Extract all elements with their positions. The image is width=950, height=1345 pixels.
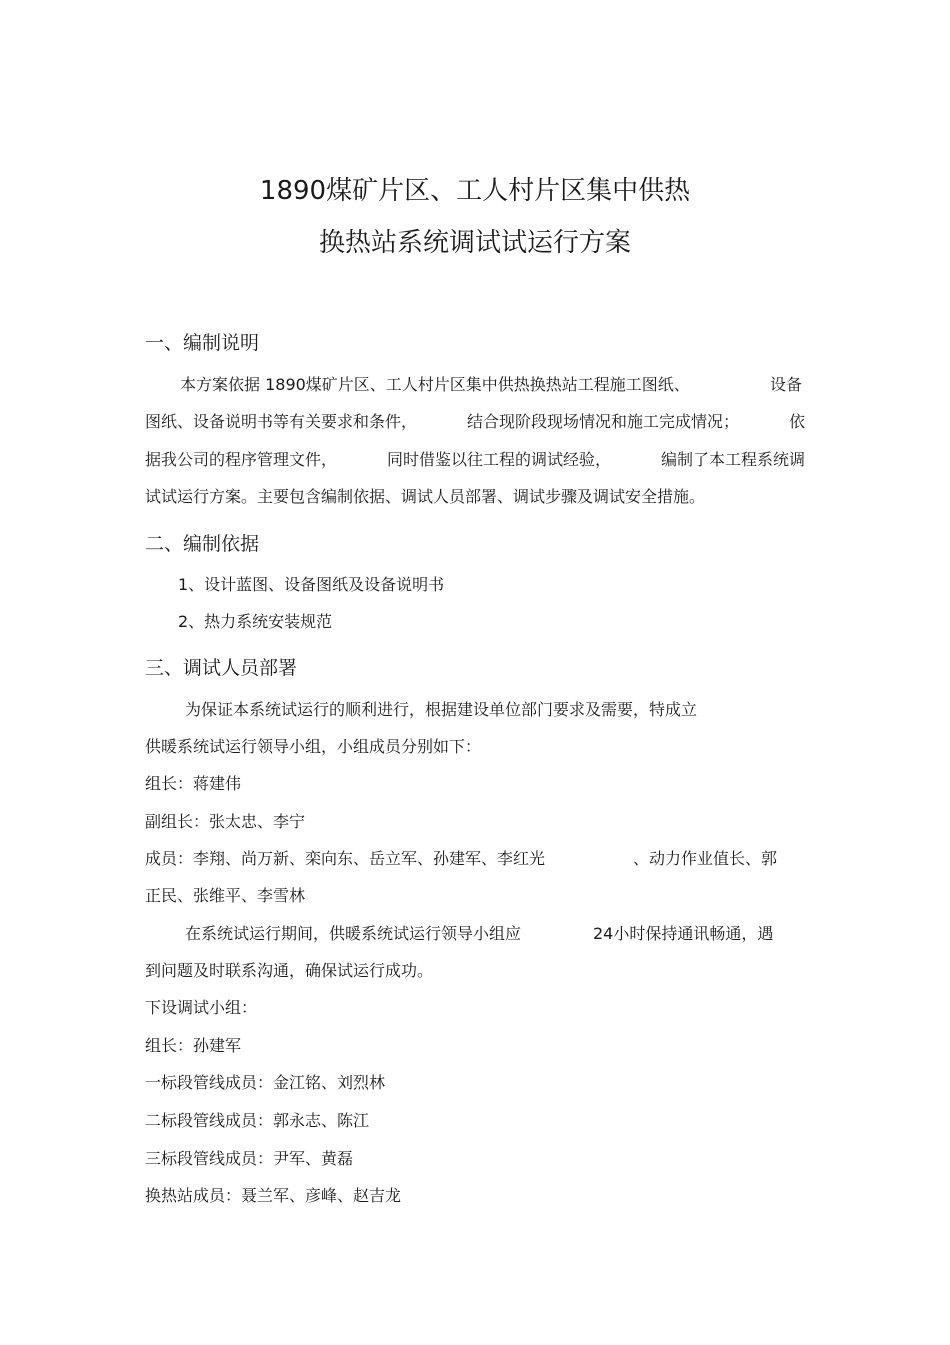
paragraph-1-line-3a: 据我公司的程序管理文件， (145, 450, 338, 469)
members-line-1b: 、动力作业值长、郭 (633, 849, 778, 868)
paragraph-1-line-1a: 本方案依据 1890煤矿片区、工人村片区集中供热换热站工程施工图纸、 (180, 375, 690, 394)
section-3-intro-line-1: 为保证本系统试运行的顺利进行，根据建设单位部门要求及需要，特成立 (185, 700, 698, 719)
paragraph-1-line-3b: 同时借鉴以往工程的调试经验， (386, 450, 611, 469)
basis-item-2: 2、热力系统安装规范 (178, 612, 333, 631)
paragraph-1-line-2c: 依 (788, 412, 805, 431)
paragraph-1-line-2b: 结合现阶段现场情况和施工完成情况； (466, 412, 739, 431)
sub-leader-line: 组长：孙建军 (145, 1036, 242, 1055)
document-title-line-1: 1890煤矿片区、工人村片区集中供热 (259, 176, 691, 206)
segment-3-line: 三标段管线成员：尹军、黄磊 (145, 1149, 354, 1168)
period-line-1a: 在系统试运行期间，供暖系统试运行领导小组应 (185, 924, 522, 943)
vice-leader-line: 副组长：张太忠、李宁 (145, 812, 306, 831)
period-line-1b: 24小时保持通讯畅通，遇 (593, 924, 774, 943)
paragraph-1-line-3 (145, 449, 805, 471)
paragraph-1-line-2a: 图纸、设备说明书等有关要求和条件， (145, 412, 418, 431)
section-1-heading: 一、编制说明 (145, 332, 260, 354)
document-title-line-2: 换热站系统调试试运行方案 (318, 228, 631, 258)
members-line-2: 正民、张维平、李雪林 (145, 886, 306, 905)
period-line-2: 到问题及时联系沟通，确保试运行成功。 (145, 961, 434, 980)
members-line-1a: 成员：李翔、尚万新、栾向东、岳立军、孙建军、李红光 (145, 849, 546, 868)
segment-1-line: 一标段管线成员：金江铭、刘烈林 (145, 1073, 386, 1092)
leader-line: 组长：蒋建伟 (145, 774, 242, 793)
sub-group-line: 下设调试小组： (145, 998, 258, 1017)
basis-item-1: 1、设计蓝图、设备图纸及设备说明书 (178, 575, 445, 594)
segment-2-line: 二标段管线成员：郭永志、陈江 (145, 1111, 370, 1130)
station-line: 换热站成员：聂兰军、彦峰、赵吉龙 (145, 1186, 402, 1205)
section-2-heading: 二、编制依据 (145, 533, 260, 555)
paragraph-1-line-1b: 设备 (770, 375, 803, 394)
paragraph-1-line-4: 试试运行方案。主要包含编制依据、调试人员部署、调试步骤及调试安全措施。 (145, 487, 706, 506)
section-3-intro-line-2: 供暖系统试运行领导小组，小组成员分别如下： (145, 737, 482, 756)
section-3-heading: 三、调试人员部署 (145, 657, 298, 679)
paragraph-1-line-3c: 编制了本工程系统调 (660, 450, 805, 469)
paragraph-1-line-2 (145, 411, 805, 433)
